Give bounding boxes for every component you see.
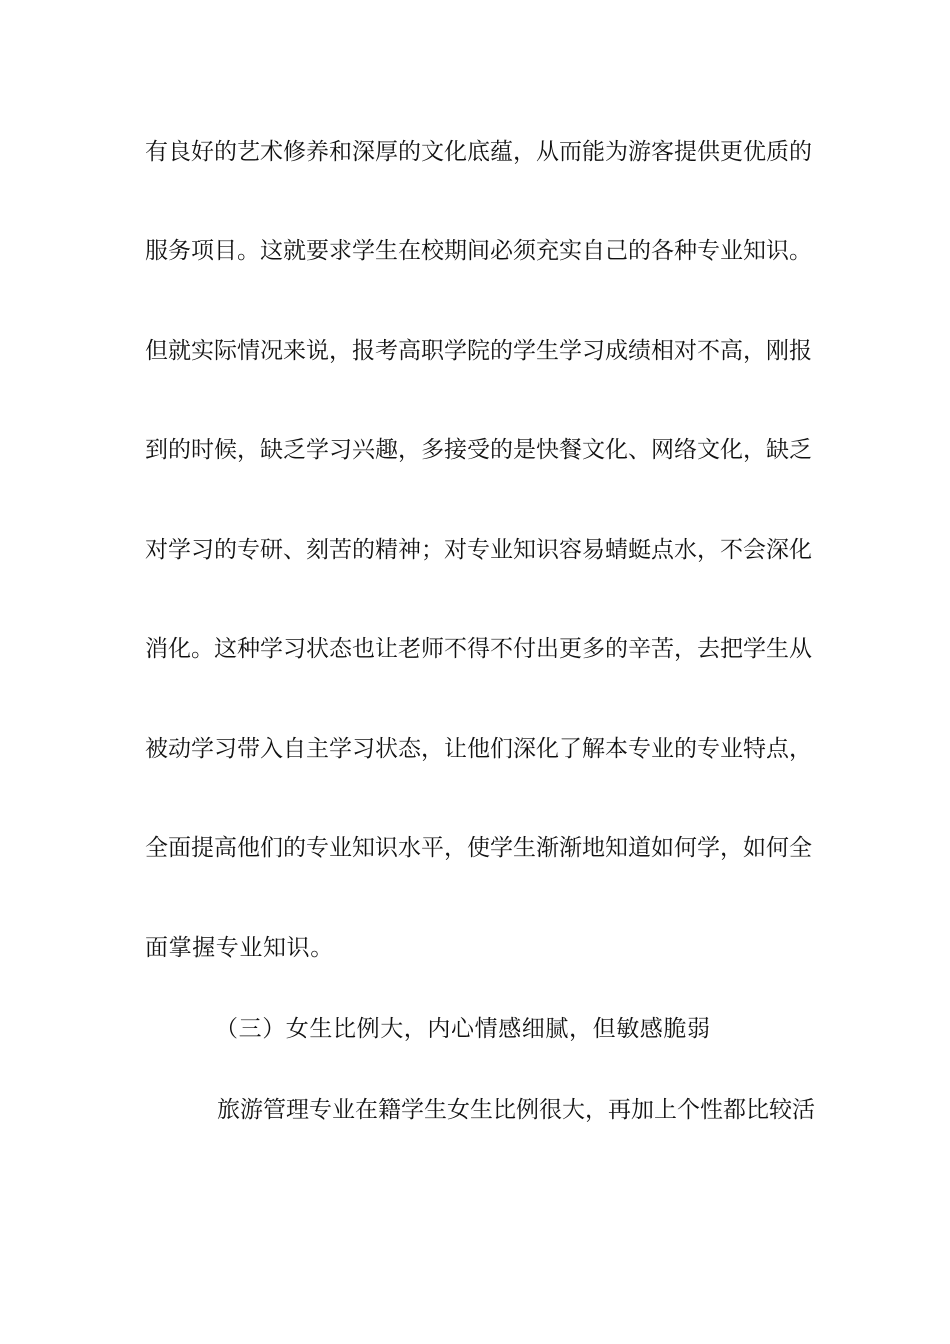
paragraph-line: 对学习的专研、刻苦的精神；对专业知识容易蜻蜓点水，不会深化 [145, 537, 812, 563]
section-heading: （三）女生比例大，内心情感细腻，但敏感脆弱 [215, 1016, 711, 1042]
paragraph-line: 服务项目。这就要求学生在校期间必须充实自己的各种专业知识。 [145, 238, 812, 264]
paragraph-line: 全面提高他们的专业知识水平，使学生渐渐地知道如何学，如何全 [145, 835, 812, 861]
paragraph-line: 被动学习带入自主学习状态，让他们深化了解本专业的专业特点， [145, 736, 812, 762]
paragraph-last-line: 面掌握专业知识。 [145, 935, 334, 961]
paragraph-line: 有良好的艺术修养和深厚的文化底蕴，从而能为游客提供更优质的 [145, 139, 812, 165]
paragraph-line: 消化。这种学习状态也让老师不得不付出更多的辛苦，去把学生从 [145, 636, 812, 662]
paragraph-line: 到的时候，缺乏学习兴趣，多接受的是快餐文化、网络文化，缺乏 [145, 437, 812, 463]
paragraph-first-line: 旅游管理专业在籍学生女生比例很大，再加上个性都比较活 [217, 1097, 815, 1123]
paragraph-line: 但就实际情况来说，报考高职学院的学生学习成绩相对不高，刚报 [145, 338, 812, 364]
